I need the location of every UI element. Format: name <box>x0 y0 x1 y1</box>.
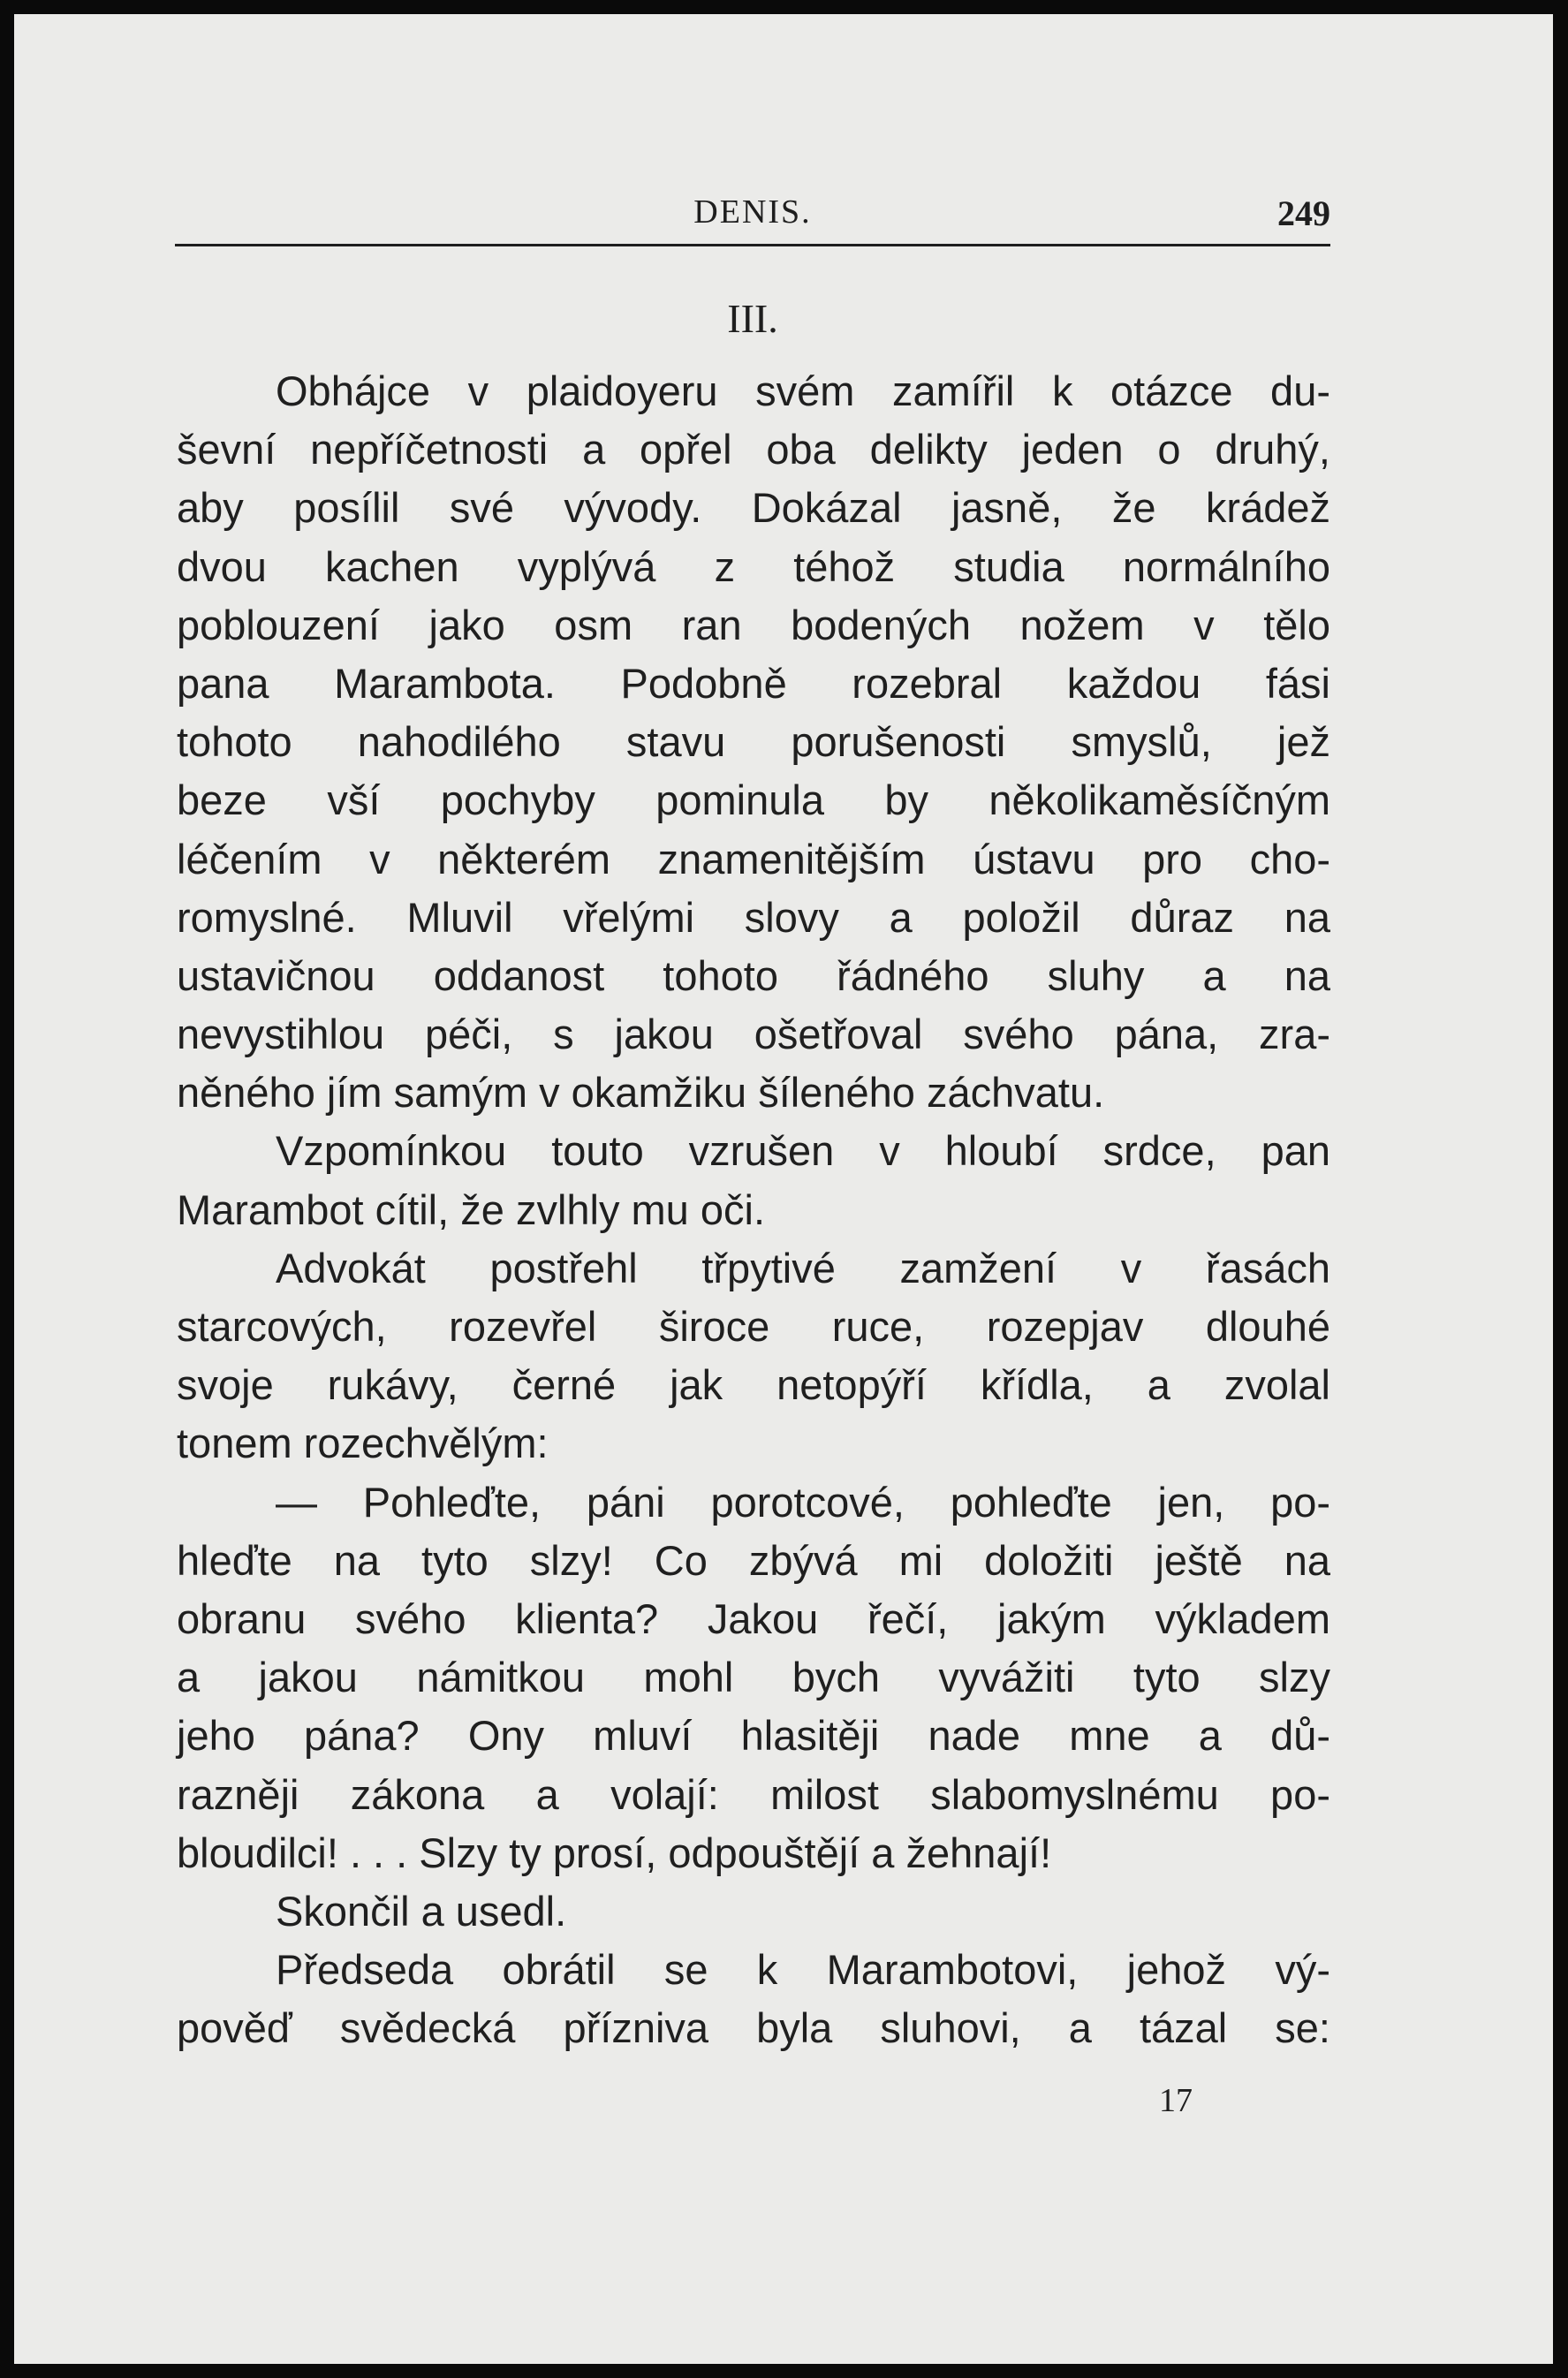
body-text <box>177 362 1330 2057</box>
text-line: Skončil a usedl. <box>276 1887 567 1935</box>
text-line: Marambot cítil, že zvlhly mu oči. <box>177 1185 766 1233</box>
text-line: bloudilci! . . . Slzy ty prosí, odpouštějí a žehnají! <box>177 1829 1052 1876</box>
text-line: něného jím samým v okamžiku šíleného záchvatu. <box>177 1069 1105 1117</box>
text-line: Obhájce v plaidoyeru svém zamířil k otázce du- <box>276 367 1330 414</box>
text-line: romyslné. Mluvil vřelými slovy a položil důraz na <box>177 893 1330 941</box>
text-line: pověď svědecká přízniva byla sluhovi, a tázal se: <box>177 2004 1330 2052</box>
text-line: obranu svého klienta? Jakou řečí, jakým výkladem <box>177 1594 1330 1642</box>
text-line: — Pohleďte, páni porotcové, pohleďte jen, po- <box>276 1478 1330 1526</box>
text-line: ševní nepříčetnosti a opřel oba delikty jeden o druhý, <box>177 426 1330 473</box>
text-line: ustavičnou oddanost tohoto řádného sluhy a na <box>177 951 1330 999</box>
text-line: Předseda obrátil se k Marambotovi, jehož vý- <box>276 1946 1330 1994</box>
text-line: nevystihlou péči, s jakou ošetřoval svého pána, zra- <box>177 1011 1330 1058</box>
running-head: DENIS. <box>693 193 812 231</box>
text-line: razněji zákona a volají: milost slabomyslnému po- <box>177 1770 1330 1818</box>
chapter-heading: III. <box>727 296 778 341</box>
text-line: poblouzení jako osm ran bodených nožem v tělo <box>177 601 1330 648</box>
signature-mark: 17 <box>1159 2082 1193 2119</box>
text-line: pana Marambota. Podobně rozebral každou fási <box>177 659 1330 707</box>
text-line: tohoto nahodilého stavu porušenosti smyslů, jež <box>177 718 1330 766</box>
text-line: svoje rukávy, černé jak netopýří křídla, a zvolal <box>177 1361 1330 1409</box>
book-page <box>14 14 1553 2364</box>
text-line: dvou kachen vyplývá z téhož studia normálního <box>177 542 1330 590</box>
text-line: Advokát postřehl třpytivé zamžení v řasách <box>276 1244 1330 1291</box>
text-line: beze vší pochyby pominula by několikaměsíčným <box>177 776 1330 824</box>
text-line: starcových, rozevřel široce ruce, rozepjav dlouhé <box>177 1303 1330 1350</box>
text-line: a jakou námitkou mohl bych vyvážiti tyto slzy <box>177 1654 1330 1701</box>
page-header <box>175 191 1330 246</box>
text-line: jeho pána? Ony mluví hlasitěji nade mne a dů- <box>177 1712 1330 1760</box>
page-number: 249 <box>1277 193 1330 233</box>
text-line: hleďte na tyto slzy! Co zbývá mi doložiti ještě na <box>177 1536 1330 1584</box>
text-line: léčením v některém znamenitějším ústavu pro cho- <box>177 835 1330 882</box>
text-line: aby posílil své vývody. Dokázal jasně, že krádež <box>177 484 1330 532</box>
text-line: tonem rozechvělým: <box>177 1420 549 1467</box>
text-line: Vzpomínkou touto vzrušen v hloubí srdce, pan <box>276 1127 1330 1175</box>
